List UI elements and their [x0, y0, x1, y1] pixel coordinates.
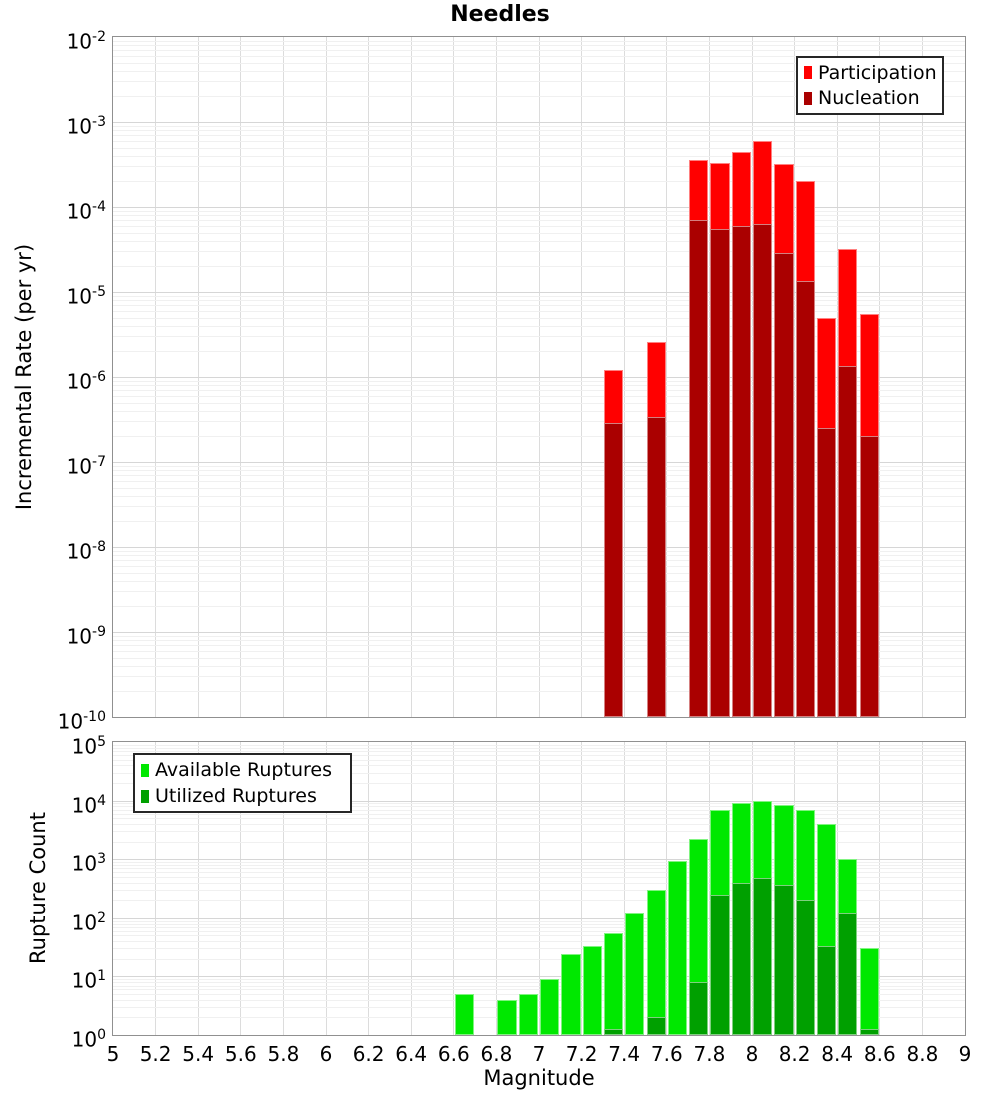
available-ruptures-bar	[561, 954, 580, 1035]
x-tick-label: 8.4	[821, 1042, 854, 1066]
gridline-minor	[113, 814, 965, 815]
gridline-vertical	[922, 742, 923, 1035]
y-tick-label: $10^0$	[71, 1027, 106, 1052]
gridline-minor	[113, 390, 965, 391]
y-tick-label: $10^{-2}$	[66, 29, 106, 54]
y-tick-label: $10^{-4}$	[66, 199, 106, 224]
available-ruptures-bar	[625, 913, 644, 1035]
gridline-minor	[113, 566, 965, 567]
gridline-minor	[113, 676, 965, 677]
gridline-minor	[113, 921, 965, 922]
available-ruptures-bar	[455, 994, 474, 1035]
gridline-minor	[113, 591, 965, 592]
gridline-minor	[113, 475, 965, 476]
gridline-minor	[113, 989, 965, 990]
gridline-minor	[113, 50, 965, 51]
utilized-ruptures-bar	[710, 895, 729, 1036]
x-axis-label: Magnitude	[483, 1066, 595, 1090]
available-ruptures-bar	[497, 1000, 516, 1035]
x-tick-label: 5.6	[224, 1042, 257, 1066]
gridline-minor	[113, 381, 965, 382]
y-axis-label-rate: Incremental Rate (per yr)	[12, 243, 36, 511]
gridline-minor	[113, 45, 965, 46]
gridline-minor	[113, 220, 965, 221]
legend-label-nucleation: Nucleation	[818, 87, 920, 110]
nucleation-bar	[753, 224, 772, 717]
gridline-vertical	[411, 742, 412, 1035]
x-tick-label: 7.6	[650, 1042, 683, 1066]
gridline-minor	[113, 521, 965, 522]
x-tick-label: 6.6	[437, 1042, 470, 1066]
gridline-minor	[113, 300, 965, 301]
available-ruptures-bar	[540, 979, 559, 1035]
gridline-minor	[113, 1007, 965, 1008]
count-legend	[133, 753, 352, 813]
available-ruptures-bar	[604, 933, 623, 1035]
gridline-minor	[113, 551, 965, 552]
available-ruptures-bar	[519, 994, 538, 1035]
gridline-major	[113, 207, 965, 208]
gridline-minor	[113, 751, 965, 752]
gridline-minor	[113, 748, 965, 749]
nucleation-bar	[774, 253, 793, 717]
gridline-vertical	[453, 742, 454, 1035]
utilized-ruptures-bar	[817, 946, 836, 1035]
x-tick-label: 6	[319, 1042, 333, 1066]
gridline-minor	[113, 959, 965, 960]
gridline-minor	[113, 436, 965, 437]
gridline-minor	[113, 421, 965, 422]
nucleation-bar	[796, 281, 815, 717]
x-tick-label: 9	[958, 1042, 972, 1066]
available-ruptures-swatch-icon	[141, 764, 149, 777]
gridline-minor	[113, 148, 965, 149]
available-ruptures-bar	[668, 861, 687, 1036]
utilized-ruptures-bar	[647, 1017, 666, 1035]
gridline-minor	[113, 311, 965, 312]
incremental-rate-plot-area	[112, 36, 966, 718]
x-tick-label: 7.8	[693, 1042, 726, 1066]
gridline-minor	[113, 924, 965, 925]
gridline-minor	[113, 1000, 965, 1001]
nucleation-bar	[838, 366, 857, 717]
gridline-minor	[113, 506, 965, 507]
y-tick-label: $10^5$	[71, 734, 106, 759]
gridline-minor	[113, 251, 965, 252]
gridline-minor	[113, 318, 965, 319]
utilized-ruptures-bar	[732, 883, 751, 1036]
utilized-ruptures-bar	[796, 900, 815, 1035]
gridline-minor	[113, 215, 965, 216]
nucleation-bar	[732, 226, 751, 717]
gridline-minor	[113, 636, 965, 637]
gridline-minor	[113, 385, 965, 386]
x-tick-label: 7.2	[565, 1042, 598, 1066]
y-tick-label: $10^3$	[71, 851, 106, 876]
gridline-major	[113, 918, 965, 919]
rate-legend	[796, 56, 944, 115]
gridline-minor	[113, 1017, 965, 1018]
gridline-minor	[113, 241, 965, 242]
gridline-minor	[113, 994, 965, 995]
gridline-major	[113, 632, 965, 633]
gridline-minor	[113, 130, 965, 131]
utilized-ruptures-bar	[604, 1029, 623, 1035]
gridline-minor	[113, 296, 965, 297]
legend-label-utilized: Utilized Ruptures	[155, 785, 317, 807]
gridline-minor	[113, 745, 965, 746]
utilized-ruptures-bar	[860, 1029, 879, 1035]
nucleation-swatch-icon	[804, 92, 812, 105]
gridline-minor	[113, 181, 965, 182]
utilized-ruptures-bar	[838, 913, 857, 1035]
legend-row-participation	[804, 60, 936, 86]
gridline-minor	[113, 872, 965, 873]
utilized-ruptures-bar	[689, 982, 708, 1035]
y-tick-label: $10^{-7}$	[66, 454, 106, 479]
gridline-minor	[113, 948, 965, 949]
y-tick-label: $10^{-9}$	[66, 624, 106, 649]
gridline-minor	[113, 496, 965, 497]
y-axis-label-count: Rupture Count	[26, 812, 50, 964]
gridline-minor	[113, 606, 965, 607]
gridline-minor	[113, 824, 965, 825]
gridline-minor	[113, 979, 965, 980]
gridline-minor	[113, 126, 965, 127]
available-ruptures-bar	[647, 890, 666, 1035]
nucleation-bar	[647, 417, 666, 717]
x-tick-label: 8	[745, 1042, 759, 1066]
gridline-minor	[113, 931, 965, 932]
gridline-major	[113, 547, 965, 548]
y-tick-label: $10^{-6}$	[66, 369, 106, 394]
gridline-minor	[113, 233, 965, 234]
nucleation-bar	[689, 220, 708, 717]
x-tick-label: 5.8	[267, 1042, 300, 1066]
x-tick-label: 5	[106, 1042, 120, 1066]
nucleation-bar	[604, 423, 623, 717]
x-tick-label: 5.4	[182, 1042, 215, 1066]
gridline-vertical	[496, 742, 497, 1035]
x-tick-label: 7	[532, 1042, 546, 1066]
y-tick-label: $10^4$	[71, 792, 106, 818]
x-tick-label: 8.2	[778, 1042, 811, 1066]
gridline-minor	[113, 166, 965, 167]
utilized-ruptures-bar	[753, 878, 772, 1035]
gridline-minor	[113, 581, 965, 582]
gridline-minor	[113, 842, 965, 843]
legend-label-available: Available Ruptures	[155, 759, 332, 781]
gridline-minor	[113, 818, 965, 819]
gridline-minor	[113, 941, 965, 942]
gridline-minor	[113, 488, 965, 489]
gridline-major	[113, 122, 965, 123]
gridline-minor	[113, 466, 965, 467]
x-tick-label: 8.6	[863, 1042, 896, 1066]
x-tick-label: 5.2	[139, 1042, 172, 1066]
gridline-minor	[113, 658, 965, 659]
gridline-minor	[113, 986, 965, 987]
gridline-minor	[113, 900, 965, 901]
gridline-minor	[113, 156, 965, 157]
legend-label-participation: Participation	[818, 61, 937, 84]
gridline-minor	[113, 865, 965, 866]
gridline-minor	[113, 868, 965, 869]
gridline-minor	[113, 555, 965, 556]
gridline-minor	[113, 470, 965, 471]
gridline-vertical	[368, 742, 369, 1035]
gridline-major	[113, 859, 965, 860]
nucleation-bar	[710, 229, 729, 717]
gridline-minor	[113, 135, 965, 136]
gridline-minor	[113, 403, 965, 404]
gridline-minor	[113, 336, 965, 337]
y-tick-label: $10^1$	[71, 968, 106, 994]
gridline-minor	[113, 141, 965, 142]
gridline-minor	[113, 226, 965, 227]
y-tick-label: $10^2$	[71, 909, 106, 935]
nucleation-bar	[860, 436, 879, 717]
gridline-minor	[113, 326, 965, 327]
legend-row-available	[141, 757, 344, 783]
gridline-minor	[113, 573, 965, 574]
y-tick-label: $10^{-5}$	[66, 284, 106, 309]
legend-row-nucleation	[804, 86, 936, 112]
gridline-minor	[113, 481, 965, 482]
gridline-major	[113, 462, 965, 463]
available-ruptures-bar	[583, 946, 602, 1035]
gridline-minor	[113, 982, 965, 983]
participation-swatch-icon	[804, 66, 812, 79]
x-tick-label: 6.2	[352, 1042, 385, 1066]
gridline-minor	[113, 351, 965, 352]
x-tick-label: 6.4	[395, 1042, 428, 1066]
gridline-minor	[113, 883, 965, 884]
gridline-minor	[113, 651, 965, 652]
available-ruptures-bar	[860, 948, 879, 1035]
utilized-ruptures-bar	[774, 885, 793, 1036]
gridline-minor	[113, 41, 965, 42]
gridline-minor	[113, 640, 965, 641]
gridline-minor	[113, 862, 965, 863]
chart-title: Needles	[450, 2, 550, 27]
gridline-major	[113, 976, 965, 977]
gridline-minor	[113, 560, 965, 561]
y-tick-label: $10^{-10}$	[57, 709, 106, 734]
gridline-minor	[113, 935, 965, 936]
x-tick-label: 7.4	[608, 1042, 641, 1066]
gridline-minor	[113, 645, 965, 646]
gridline-minor	[113, 890, 965, 891]
y-tick-label: $10^{-8}$	[66, 539, 106, 564]
x-tick-label: 6.8	[480, 1042, 513, 1066]
nucleation-bar	[817, 428, 836, 717]
gridline-minor	[113, 831, 965, 832]
y-tick-label: $10^{-3}$	[66, 114, 106, 139]
gridline-minor	[113, 411, 965, 412]
gridline-vertical	[879, 742, 880, 1035]
legend-row-utilized	[141, 783, 344, 809]
x-tick-label: 8.8	[906, 1042, 939, 1066]
gridline-major	[113, 377, 965, 378]
gridline-minor	[113, 666, 965, 667]
gridline-minor	[113, 211, 965, 212]
gridline-minor	[113, 877, 965, 878]
gridline-minor	[113, 927, 965, 928]
gridline-minor	[113, 396, 965, 397]
gridline-minor	[113, 305, 965, 306]
gridline-major	[113, 292, 965, 293]
utilized-ruptures-swatch-icon	[141, 790, 149, 803]
gridline-minor	[113, 691, 965, 692]
gridline-minor	[113, 266, 965, 267]
